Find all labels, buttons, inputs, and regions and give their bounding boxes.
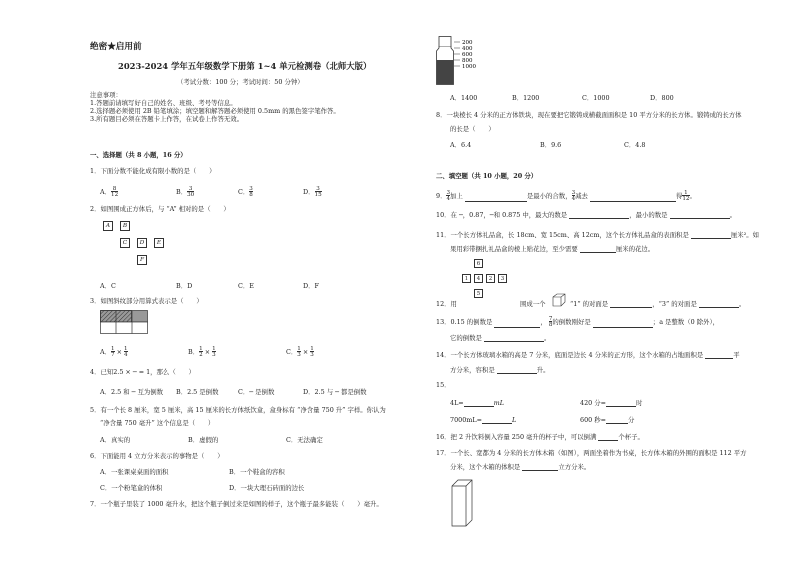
net-face-b: B — [120, 221, 130, 231]
section-choice-heading: 一、选择题（共 8 小题，16 分） — [90, 151, 187, 159]
q15-item-1: 4L= mL — [450, 399, 504, 407]
q14-row2: 方分米，容积是 升。 — [450, 366, 550, 374]
q14-blank-area[interactable] — [705, 352, 733, 359]
q10-blank-max[interactable] — [569, 212, 629, 219]
q4-option-d[interactable]: D．2.5 与 ─ 都是倒数 — [303, 388, 367, 396]
notes-heading: 注意事项： — [90, 91, 122, 99]
net-face-d: D — [137, 238, 147, 248]
q13-row2: 它的倒数是 。 — [450, 334, 551, 342]
q6-option-a[interactable]: A．一张课桌桌面的面积 — [100, 468, 169, 476]
q5-option-a[interactable]: A．真实的 — [100, 436, 131, 444]
q4-option-a[interactable]: A．2.5 和 ─ 互为倒数 — [100, 388, 164, 396]
net-face-f: F — [137, 255, 147, 265]
q4-option-b[interactable]: B．2.5 是倒数 — [176, 388, 219, 396]
q8-text-line1: 8．一块棱长 4 分米的正方体铁块，现在要把它锻铸成横截面面积是 10 平方分米的长方体。锻铸成的长方体 — [436, 111, 742, 119]
q15-item-3: 7000mL= L — [450, 416, 517, 424]
q9-blank-1[interactable] — [465, 195, 527, 202]
q9-row: 9．3 4加上 是最小的合数，3 4减去 得 1 12。 — [436, 190, 696, 202]
net-face-e: E — [154, 238, 164, 248]
q10-blank-min[interactable] — [670, 212, 730, 219]
q15-blank-3[interactable] — [482, 417, 512, 424]
q13-blank-2[interactable] — [593, 321, 653, 328]
bottle-mark-1000: 1000 — [462, 64, 476, 70]
q3-option-b[interactable]: B．$\frac{1}{2} \times \frac{1}{3}$ — [188, 346, 216, 358]
q15-label: 15． — [436, 381, 451, 389]
q1-option-c[interactable]: C．$\frac{3}{8}$ — [238, 186, 253, 198]
q12-face-4: 4 — [474, 274, 483, 283]
q15-blank-1[interactable] — [464, 400, 494, 407]
q12-blank-3[interactable] — [699, 301, 739, 308]
q12-cube-icon — [552, 293, 566, 307]
q2-option-a[interactable]: A．C — [100, 282, 116, 290]
q7-option-a[interactable]: A．1400 — [450, 94, 478, 102]
secret-label: 绝密★启用前 — [90, 42, 142, 52]
q8-option-b[interactable]: B．9.6 — [540, 141, 562, 149]
q2-option-c[interactable]: C．E — [238, 282, 254, 290]
bottle-mark-200: 200 — [462, 40, 473, 46]
q11-row2: 果用彩带捆扎礼品盒的棱上贴花边，至少需要 厘米的花边。 — [450, 245, 655, 253]
exam-info: （考试分数：100 分；考试时间：50 分钟） — [177, 78, 304, 86]
note-3: 3.所有题目必须在答题卡上作答，在试卷上作答无效。 — [90, 115, 244, 123]
bottle-mark-400: 400 — [462, 46, 473, 52]
q6-text: 6．下面能用 4 立方分米表示的事物是（ ） — [90, 452, 224, 460]
page-title: 2023-2024 学年五年级数学下册第 1~4 单元检测卷（北师大版） — [118, 61, 372, 71]
q3-text: 3．如图斜纹部分用算式表示是（ ） — [90, 297, 203, 305]
q15-item-2: 420 分= 时 — [580, 399, 643, 407]
q4-option-c[interactable]: C．─ 是倒数 — [238, 388, 275, 396]
q13-blank-1[interactable] — [494, 321, 540, 328]
note-2: 2.选择题必须使用 2B 铅笔填涂；填空题和解答题必须使用 0.5mm 的黑色签字笔作答。 — [90, 107, 340, 115]
q1-option-a[interactable]: A．$\frac{8}{12}$ — [100, 186, 119, 198]
q7-option-b[interactable]: B．1200 — [512, 94, 540, 102]
q11-row1: 11．一个长方体礼品盒，长 18cm、宽 15cm、高 12cm，这个长方体礼品盒的表面积是 厘米²。如 — [436, 231, 760, 239]
q12-blank-1[interactable] — [610, 301, 652, 308]
q7-option-d[interactable]: D．800 — [650, 94, 674, 102]
q5-text-line2: “净含量 750 毫升” 这个信息是（ ） — [100, 419, 215, 427]
q12-row: 12．用 — [436, 300, 457, 308]
q7-option-c[interactable]: C．1000 — [582, 94, 610, 102]
q17-box-figure — [450, 478, 474, 528]
q3-option-a[interactable]: A．$\frac{1}{7} \times \frac{1}{4}$ — [100, 346, 128, 358]
q15-item-4: 600 秒= 分 — [580, 416, 635, 424]
q13-blank-3[interactable] — [484, 335, 544, 342]
q12-face-5: 5 — [474, 289, 483, 298]
q17-row1: 17．一个长、宽都为 4 分米的长方体木箱（如图），两面坐着作为书桌，长方体木箱的外围的面积是 112 平方 — [436, 449, 747, 457]
q14-row1: 14．一个长方体玻璃水箱的高是 7 分米，底面是边长 4 分米的正方形，这个水箱的占地面积是 平 — [436, 351, 740, 359]
q12-face-1: 1 — [462, 274, 471, 283]
q12-row-b: 围成一个 — [520, 300, 546, 308]
q17-blank[interactable] — [522, 464, 558, 471]
q7-bottle-figure — [436, 36, 516, 86]
bottle-mark-600: 600 — [462, 52, 473, 58]
q2-option-d[interactable]: D．F — [303, 282, 319, 290]
q1-option-d[interactable]: D．$\frac{3}{15}$ — [303, 186, 322, 198]
q14-blank-volume[interactable] — [497, 367, 537, 374]
q15-blank-4[interactable] — [606, 417, 628, 424]
q13-row1: 13．0.15 的倒数是 ， 7 8的倒数刚好是 ；a 是整数（0 除外）， — [436, 316, 720, 328]
q8-option-c[interactable]: C．4.8 — [624, 141, 646, 149]
q6-option-c[interactable]: C．一个粉笔盒的体积 — [100, 484, 163, 492]
bottle-mark-800: 800 — [462, 58, 473, 64]
q8-option-a[interactable]: A．6.4 — [450, 141, 472, 149]
q11-blank-area[interactable] — [691, 232, 731, 239]
q2-text: 2．如图围成正方体后，与 “A” 相对的是（ ） — [90, 205, 230, 213]
q16-blank[interactable] — [598, 434, 618, 441]
section-fill-heading: 二、填空题（共 10 小题，20 分） — [436, 172, 538, 180]
q3-shaded-figure — [100, 310, 148, 334]
q1-text: 1．下面分数不能化成有限小数的是（ ） — [90, 167, 216, 175]
q4-text: 4．已知2.5 × ─ = 1，那么（ ） — [90, 368, 195, 376]
q7-text: 7．一个瓶子里装了 1000 毫升水，把这个瓶子倒过来是如图的样子，这个瓶子最多能装（ ）毫升。 — [90, 500, 383, 508]
q17-row2: 分米，这个木箱的体积是 立方分米。 — [450, 463, 591, 471]
q3-option-c[interactable]: C．$\frac{1}{3} \times \frac{1}{3}$ — [286, 346, 314, 358]
q12-row-c: “1” 的对面是 ，“3” 的对面是 。 — [570, 300, 746, 308]
q11-blank-length[interactable] — [580, 246, 616, 253]
q12-face-3: 3 — [498, 274, 507, 283]
q15-blank-2[interactable] — [606, 400, 636, 407]
q12-face-6: 6 — [474, 259, 483, 268]
q5-option-b[interactable]: B．虚假的 — [188, 436, 219, 444]
net-face-c: C — [120, 238, 130, 248]
q9-blank-2[interactable] — [590, 195, 676, 202]
note-1: 1.答题前请填写好自己的姓名、班级、考号等信息。 — [90, 99, 237, 107]
q16-row: 16．把 2 升饮料倒入容量 250 毫升的杯子中，可以倒满 个杯子。 — [436, 433, 644, 441]
q6-option-d[interactable]: D．一块大理石砖面的边长 — [229, 484, 305, 492]
q6-option-b[interactable]: B．一个鞋盒的容积 — [229, 468, 285, 476]
q5-text-line1: 5．有一个长 8 厘米，宽 5 厘米，高 15 厘米的长方体纸饮盒，盒身标有 “净含量 750 升” 字样。你认为 — [90, 406, 386, 414]
q12-face-2: 2 — [486, 274, 495, 283]
q2-option-b[interactable]: B．D — [176, 282, 193, 290]
q1-option-b[interactable]: B．$\frac{3}{30}$ — [176, 186, 195, 198]
q8-text-line2: 的长是（ ） — [450, 125, 495, 133]
q5-option-c[interactable]: C．无法确定 — [286, 436, 323, 444]
q10-row: 10．在 ─，0.87，─和 0.875 中，最大的数是 ，最小的数是 。 — [436, 211, 736, 219]
net-face-a: A — [103, 221, 113, 231]
